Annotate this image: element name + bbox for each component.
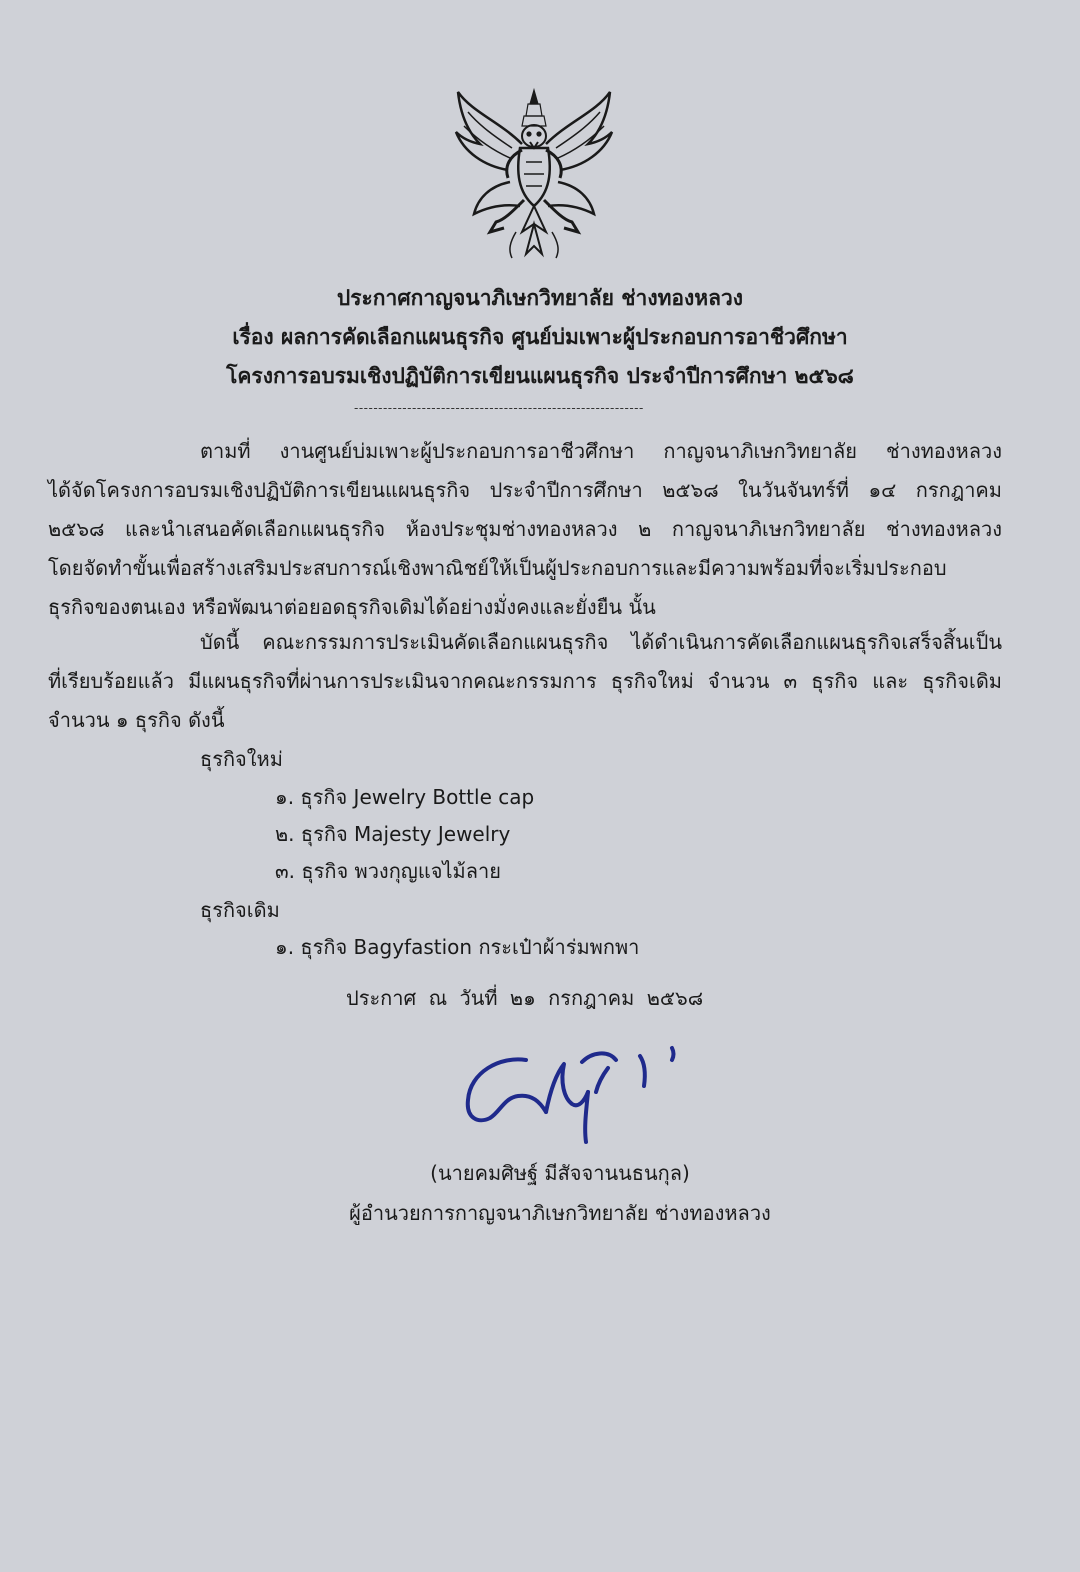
separator-line: ------------------------------------------------------------ bbox=[354, 401, 644, 415]
list-item: ๒. ธุรกิจ Majesty Jewelry bbox=[275, 822, 511, 846]
project-title: โครงการอบรมเชิงปฏิบัติการเขียนแผนธุรกิจ ประจำปีการศึกษา ๒๕๖๘ bbox=[226, 364, 854, 388]
new-business-label: ธุรกิจใหม่ bbox=[200, 747, 283, 771]
paragraph-2-line: บัดนี้ คณะกรรมการประเมินคัดเลือกแผนธุรกิจ ได้ดำเนินการคัดเลือกแผนธุรกิจเสร็จสิ้นเป็น bbox=[200, 630, 1002, 654]
garuda-emblem-icon bbox=[450, 82, 618, 262]
signatory-position: ผู้อำนวยการกาญจนาภิเษกวิทยาลัย ช่างทองหลวง bbox=[349, 1201, 771, 1225]
announcement-title: ประกาศกาญจนาภิเษกวิทยาลัย ช่างทองหลวง bbox=[336, 286, 744, 310]
paragraph-1-line: ธุรกิจของตนเอง หรือพัฒนาต่อยอดธุรกิจเดิมได้อย่างมั่งคงและยั่งยืน นั้น bbox=[48, 595, 656, 619]
list-item: ๑. ธุรกิจ Bagyfastion กระเป๋าผ้าร่มพกพา bbox=[275, 935, 640, 959]
existing-business-label: ธุรกิจเดิม bbox=[200, 898, 280, 922]
signatory-name: (นายคมศิษฐ์ มีสัจจานนธนกุล) bbox=[430, 1161, 690, 1185]
paragraph-1-line: ได้จัดโครงการอบรมเชิงปฏิบัติการเขียนแผนธุรกิจ ประจำปีการศึกษา ๒๕๖๘ ในวันจันทร์ที่ ๑๔ กรกฎาคม bbox=[48, 478, 1002, 502]
handwritten-signature bbox=[460, 1042, 700, 1146]
announcement-date: ประกาศ ณ วันที่ ๒๑ กรกฎาคม ๒๕๖๘ bbox=[346, 986, 704, 1010]
paragraph-1-line: ๒๕๖๘ และนำเสนอคัดเลือกแผนธุรกิจ ห้องประชุมช่างทองหลวง ๒ กาญจนาภิเษกวิทยาลัย ช่างทองหลวง bbox=[48, 517, 1002, 541]
paragraph-2-line: ที่เรียบร้อยแล้ว มีแผนธุรกิจที่ผ่านการประเมินจากคณะกรรมการ ธุรกิจใหม่ จำนวน ๓ ธุรกิจ และ ธุรกิจเดิม bbox=[48, 669, 1002, 693]
paragraph-1-line: ตามที่ งานศูนย์บ่มเพาะผู้ประกอบการอาชีวศึกษา กาญจนาภิเษกวิทยาลัย ช่างทองหลวง bbox=[200, 439, 1002, 463]
paragraph-2-line: จำนวน ๑ ธุรกิจ ดังนี้ bbox=[48, 708, 225, 732]
list-item: ๑. ธุรกิจ Jewelry Bottle cap bbox=[275, 785, 535, 809]
list-item: ๓. ธุรกิจ พวงกุญแจไม้ลาย bbox=[275, 859, 501, 883]
paragraph-1-line: โดยจัดทำขั้นเพื่อสร้างเสริมประสบการณ์เชิงพาณิชย์ให้เป็นผู้ประกอบการและมีความพร้อมที่จะเริ่มประกอบ bbox=[48, 556, 947, 580]
announcement-subject: เรื่อง ผลการคัดเลือกแผนธุรกิจ ศูนย์บ่มเพาะผู้ประกอบการอาชีวศึกษา bbox=[232, 325, 848, 349]
